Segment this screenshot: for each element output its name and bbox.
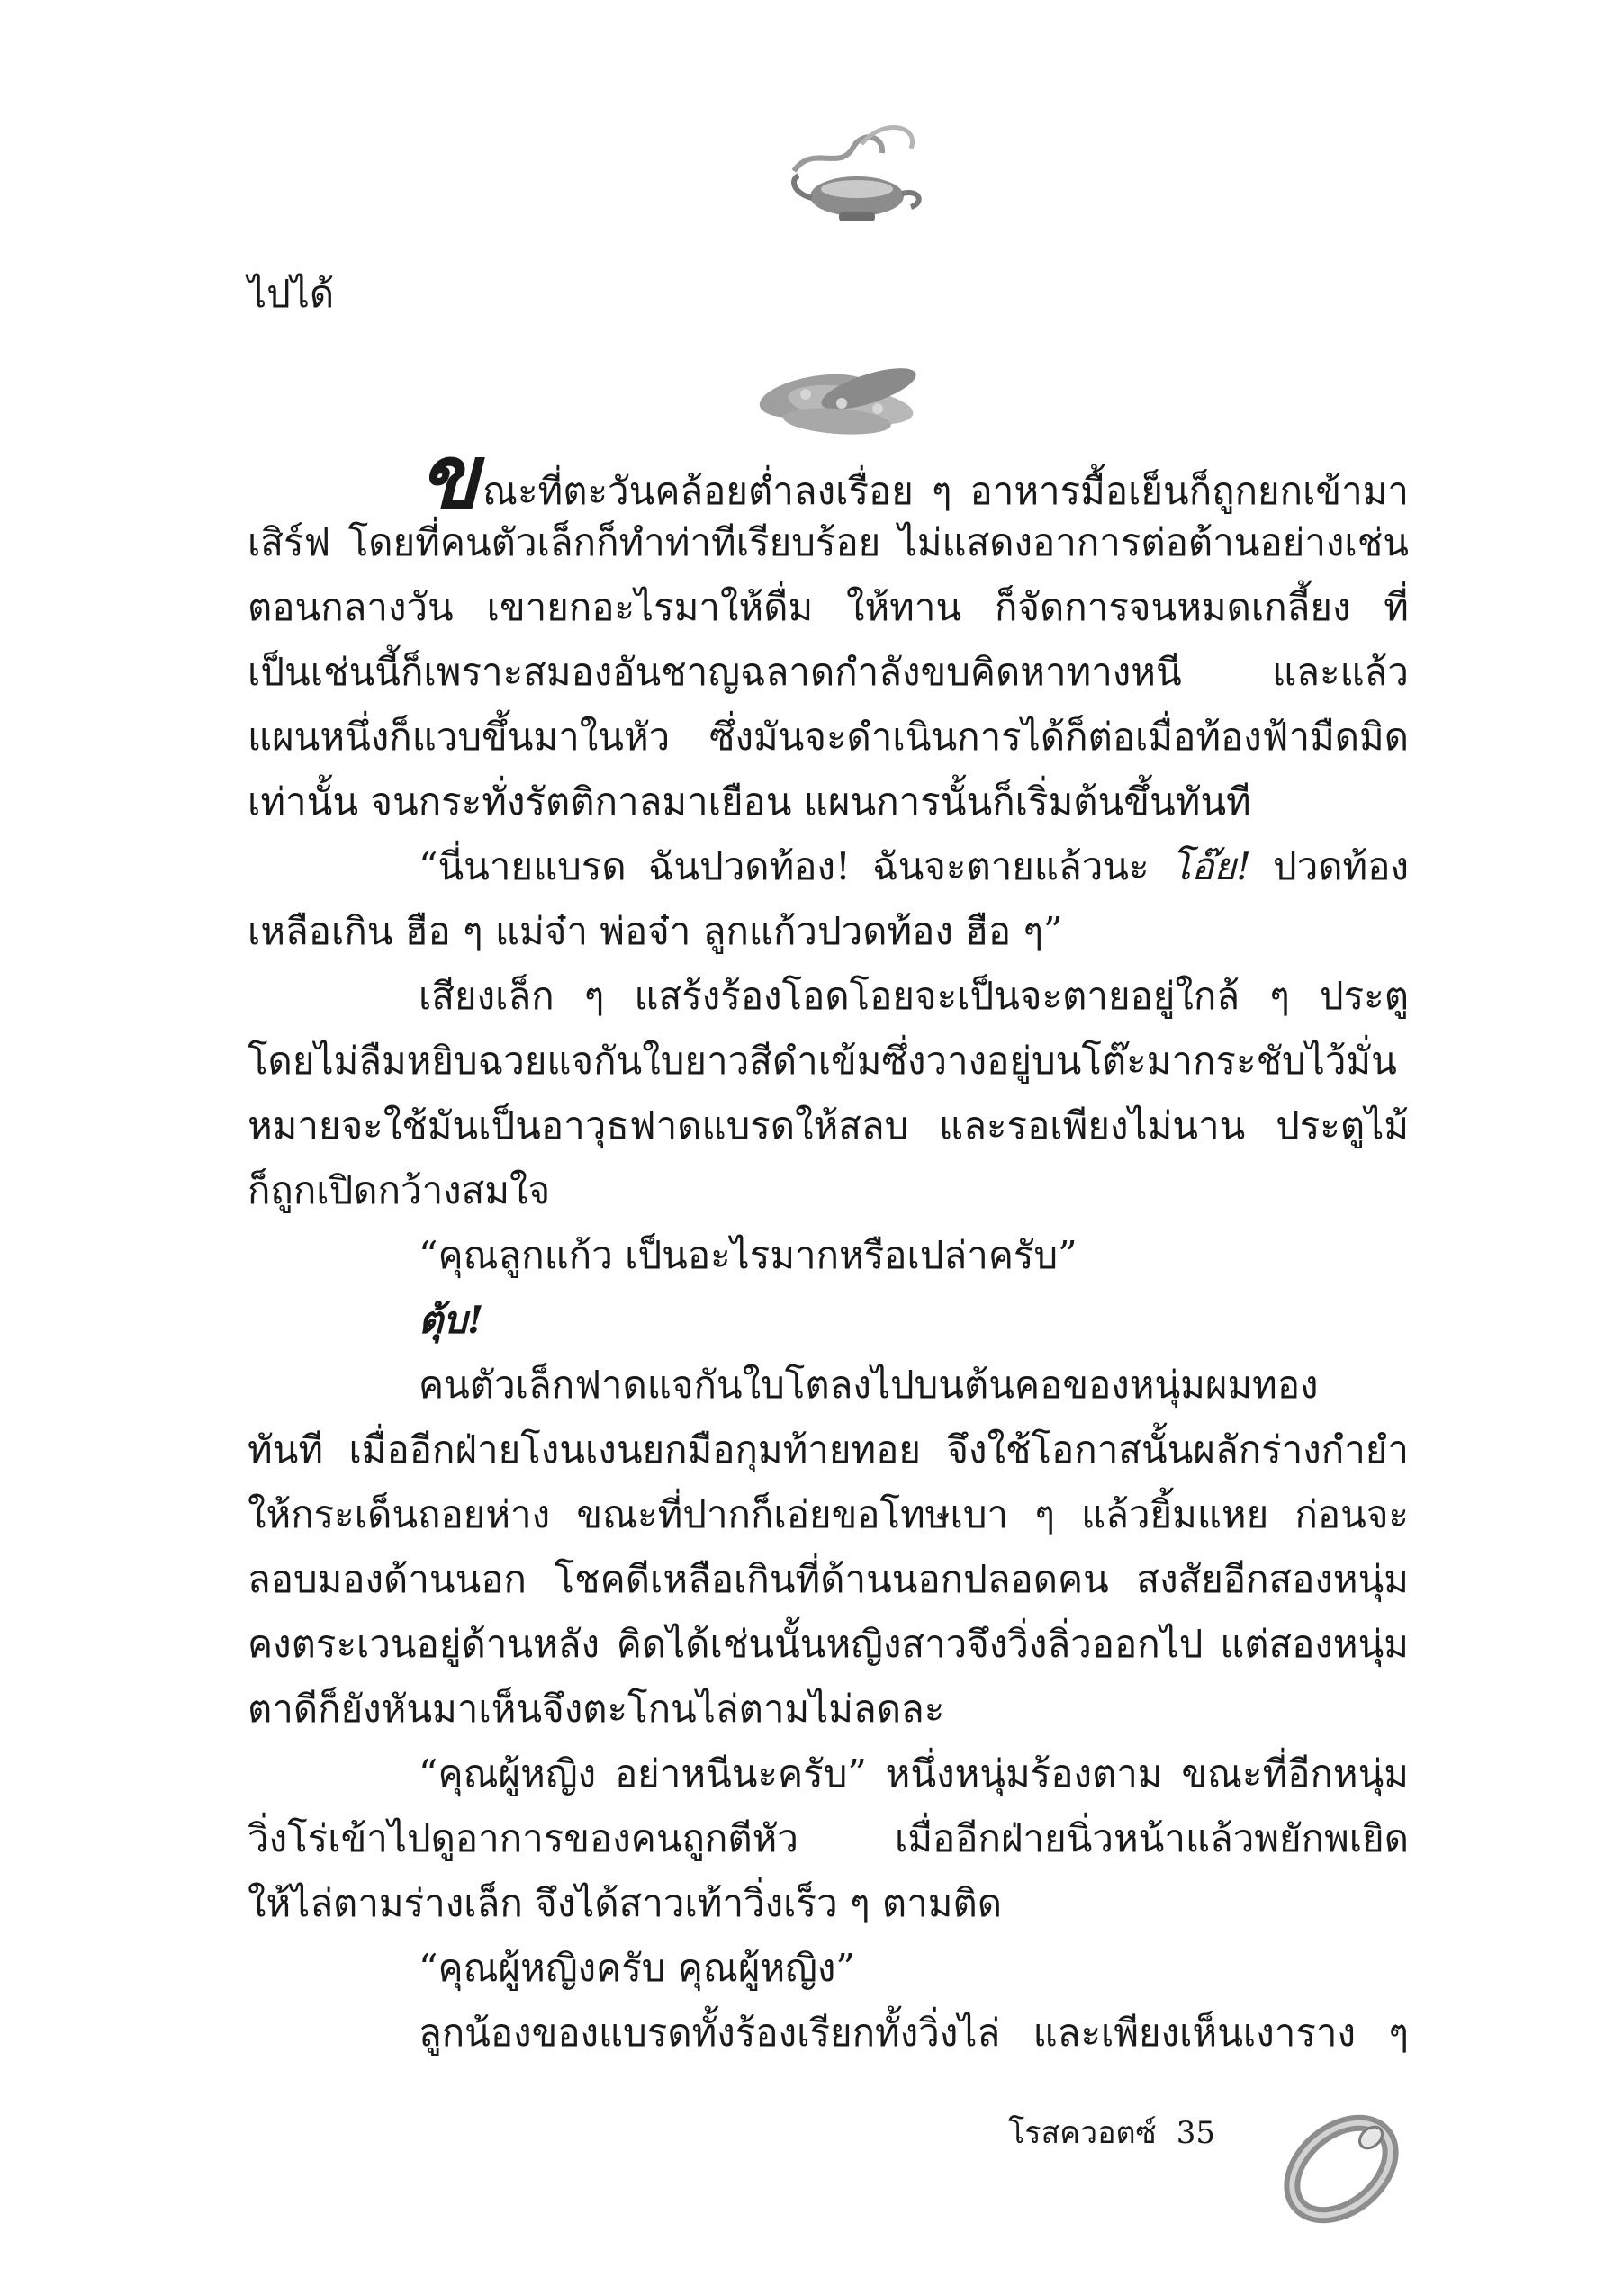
text-line: ก็ถูกเปิดกว้างสมใจ — [248, 1168, 551, 1212]
text-line: แผนหนึ่งก็แวบขึ้นมาในหัว ซึ่งมันจะดำเนินการได้ก็ต่อเมื่อท้องฟ้ามืดมิด — [248, 715, 1409, 759]
text-line: ให้กระเด็นถอยห่าง ขณะที่ปากก็เอ่ยขอโทษเบา ๆ แล้วยิ้มแหย ก่อนจะ — [248, 1492, 1409, 1536]
text-line: “นี่นายแบรด ฉันปวดท้อง! ฉันจะตายแล้วนะ โอ๊ย! ปวดท้อง — [419, 844, 1409, 888]
text-line: เป็นเช่นนี้ก็เพราะสมองอันชาญฉลาดกำลังขบคิดหาทางหนี และแล้ว — [248, 650, 1409, 694]
text-line: ตอนกลางวัน เขายกอะไรมาให้ดื่ม ให้ทาน ก็จัดการจนหมดเกลี้ยง ที่ — [248, 585, 1409, 629]
text-line: ตุ้บ! — [419, 1298, 484, 1342]
book-title: โรสควอตซ์ — [1008, 2115, 1157, 2151]
text-line: โดยไม่ลืมหยิบฉวยแจกันใบยาวสีดำเข้มซึ่งวางอยู่บนโต๊ะมากระชับไว้มั่น — [248, 1039, 1397, 1083]
drop-cap: ข — [419, 426, 479, 529]
text-line: ลูกน้องของแบรดทั้งร้องเรียกทั้งวิ่งไล่ และเพียงเห็นเงาราง ๆ — [419, 2011, 1409, 2055]
text-line: “คุณผู้หญิงครับ คุณผู้หญิง” — [419, 1946, 855, 1990]
text-line: หมายจะใช้มันเป็นอาวุธฟาดแบรดให้สลบ และรอเพียงไม่นาน ประตูไม้ — [248, 1103, 1409, 1148]
text-line: ลอบมองด้านนอก โชคดีเหลือเกินที่ด้านนอกปลอดคน สงสัยอีกสองหนุ่ม — [248, 1557, 1409, 1601]
text-line: ให้ไล่ตามร่างเล็ก จึงได้สาวเท้าวิ่งเร็ว ๆ ตามติด — [248, 1881, 1003, 1925]
teapot-ornament-icon — [776, 108, 929, 234]
page-footer — [1008, 2106, 1215, 2160]
text-line: วิ่งโร่เข้าไปดูอาการของคนถูกตีหัว เมื่ออีกฝ่ายนิ่วหน้าแล้วพยักพเยิด — [248, 1816, 1409, 1860]
text-line: คงตระเวนอยู่ด้านหลัง คิดได้เช่นนั้นหญิงสาวจึงวิ่งลิ่วออกไป แต่สองหนุ่ม — [248, 1622, 1409, 1666]
text-line: “คุณผู้หญิง อย่าหนีนะครับ” หนึ่งหนุ่มร้องตาม ขณะที่อีกหนุ่ม — [419, 1751, 1409, 1796]
text-line: คนตัวเล็กฟาดแจกันใบโตลงไปบนต้นคอของหนุ่มผมทอง — [419, 1363, 1319, 1407]
bean-pods-divider-icon — [752, 351, 932, 450]
text-line: เสิร์ฟ โดยที่คนตัวเล็กก็ทำท่าทีเรียบร้อย ไม่แสดงอาการต่อต้านอย่างเช่น — [248, 520, 1409, 564]
text-line: ขณะที่ตะวันคล้อยต่ำลงเรื่อย ๆ อาหารมื้อเย็นก็ถูกยกเข้ามา — [419, 426, 1409, 529]
page-number: 35 — [1176, 2115, 1215, 2151]
text-line: เหลือเกิน ฮือ ๆ แม่จ๋า พ่อจ๋า ลูกแก้วปวดท้อง ฮือ ๆ” — [248, 909, 1063, 953]
ring-ornament-icon — [1265, 2093, 1413, 2237]
text-line: เท่านั้น จนกระทั่งรัตติกาลมาเยือน แผนการนั้นก็เริ่มต้นขึ้นทันที — [248, 779, 1251, 824]
text-line: ไปได้ — [248, 272, 335, 316]
text-line: “คุณลูกแก้ว เป็นอะไรมากหรือเปล่าครับ” — [419, 1233, 1078, 1277]
text-line: เสียงเล็ก ๆ แสร้งร้องโอดโอยจะเป็นจะตายอยู่ใกล้ ๆ ประตู — [419, 974, 1409, 1018]
text-line: ตาดีก็ยังหันมาเห็นจึงตะโกนไล่ตามไม่ลดละ — [248, 1687, 945, 1731]
text-line: ทันที เมื่ออีกฝ่ายโงนเงนยกมือกุมท้ายทอย จึงใช้โอกาสนั้นผลักร่างกำยำ — [248, 1427, 1409, 1472]
